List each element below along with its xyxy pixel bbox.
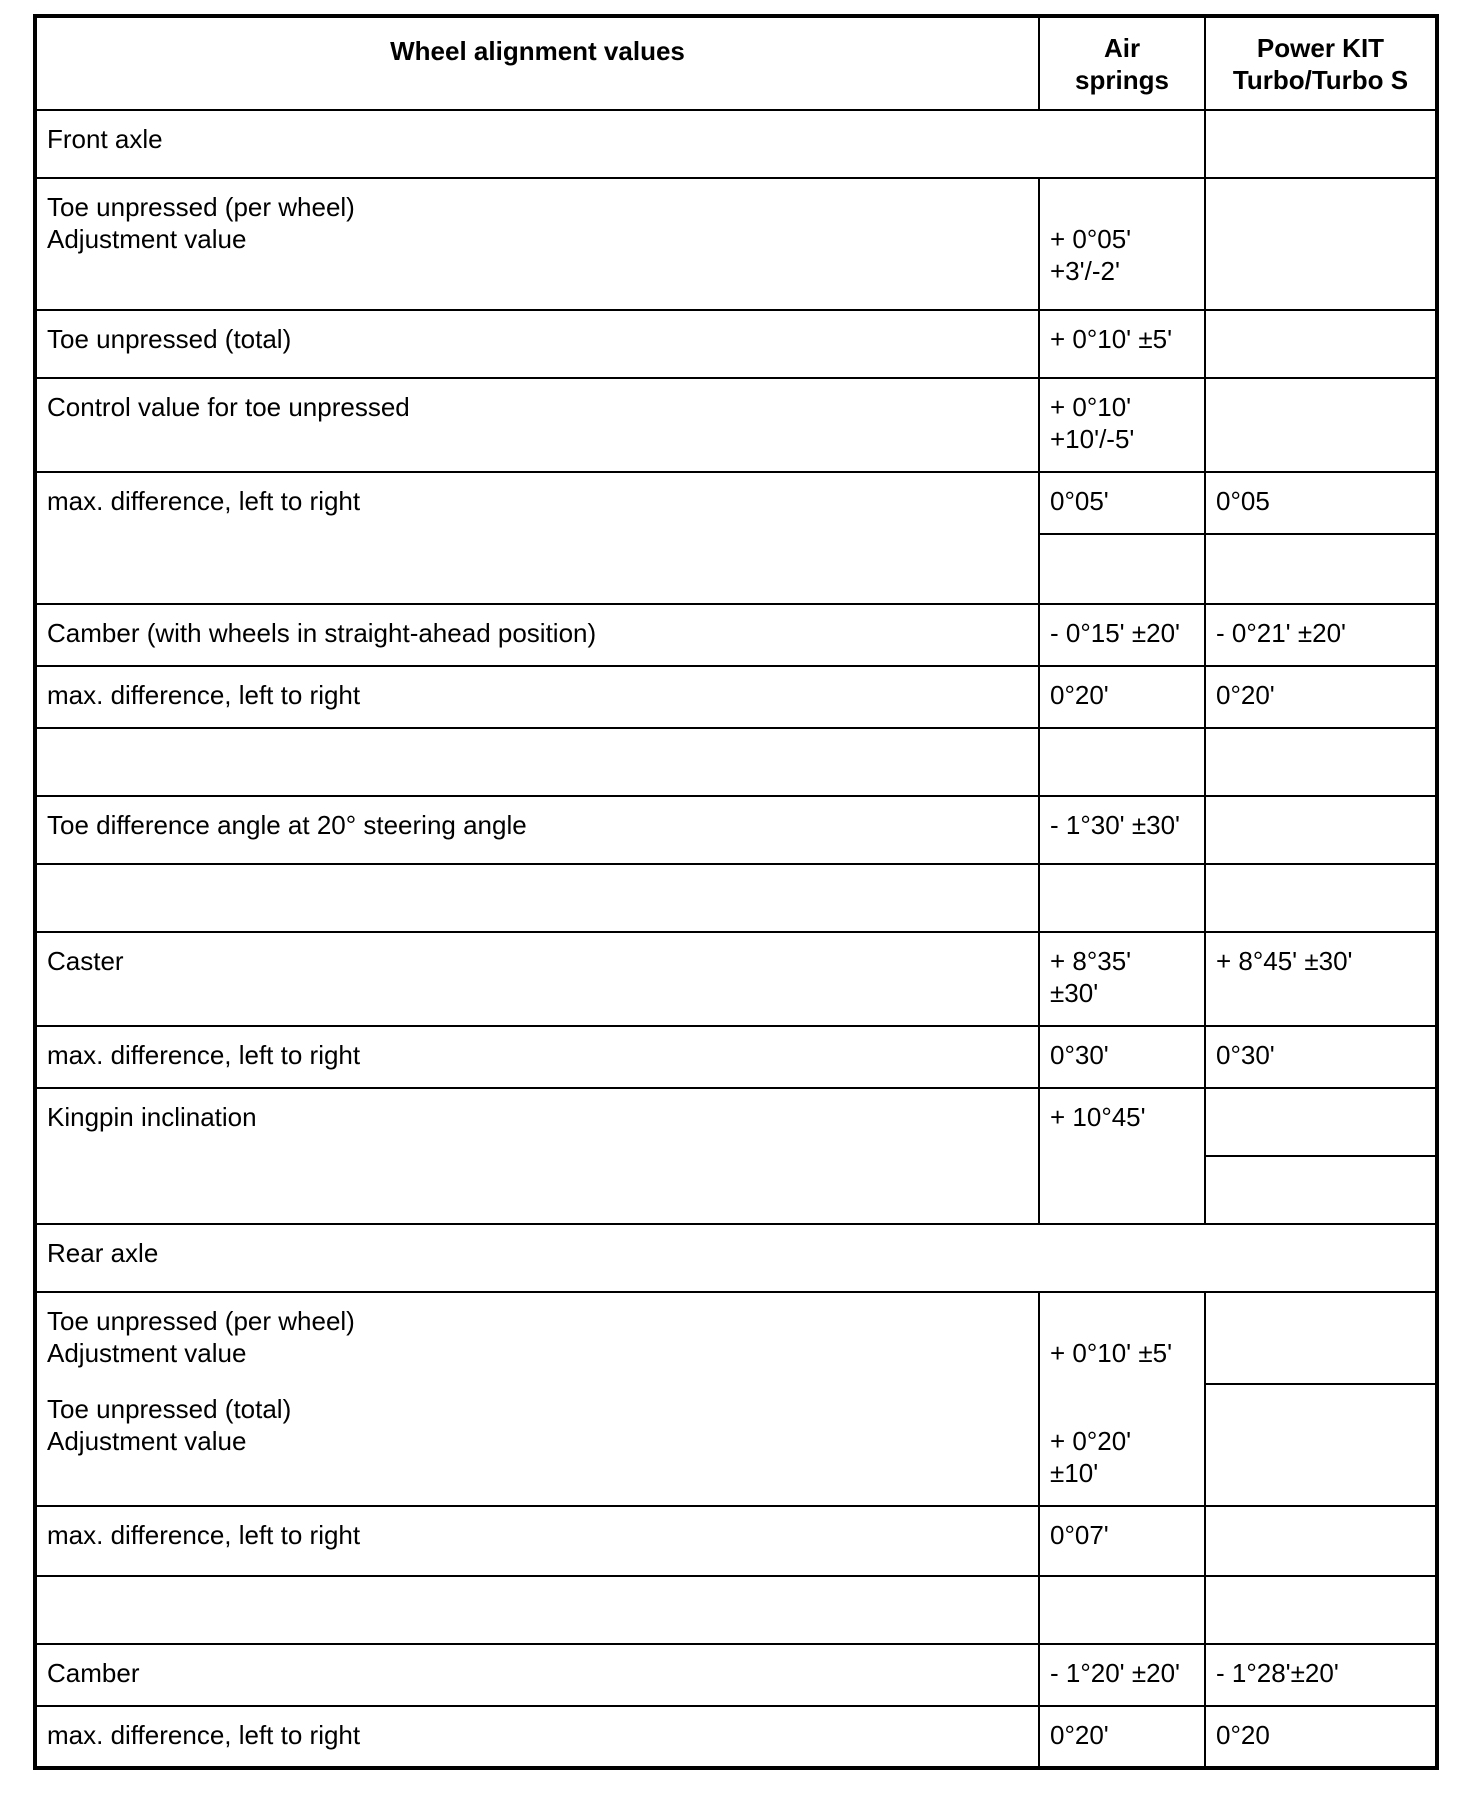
rear-toe-label-cell bbox=[35, 1292, 1039, 1506]
front-kingpin-kit-cell-2 bbox=[1205, 1156, 1437, 1224]
rear-toe-air-cell bbox=[1039, 1292, 1205, 1506]
front-axle-title: Front axle bbox=[47, 124, 163, 154]
front-camber-kit-cell bbox=[1205, 604, 1437, 666]
front-max-diff-1-label-cell bbox=[35, 472, 1039, 604]
front-max-diff-3-kit-cell bbox=[1205, 1026, 1437, 1088]
front-camber-row bbox=[35, 604, 1437, 666]
rear-camber-air-cell bbox=[1039, 1644, 1205, 1706]
header-values-label: Wheel alignment values bbox=[390, 35, 685, 66]
header-row bbox=[35, 16, 1437, 110]
rear-toe-total-label: Toe unpressed (total) bbox=[47, 1394, 292, 1424]
front-kingpin-label: Kingpin inclination bbox=[47, 1102, 257, 1132]
rear-max-diff-1-kit-cell bbox=[1205, 1506, 1437, 1576]
front-caster-label: Caster bbox=[47, 946, 124, 976]
rear-axle-title: Rear axle bbox=[47, 1238, 159, 1268]
front-axle-title-cell bbox=[35, 110, 1205, 178]
header-values-column bbox=[35, 16, 1039, 110]
front-toe-total-label: Toe unpressed (total) bbox=[47, 324, 292, 354]
front-max-diff-3-air-cell bbox=[1039, 1026, 1205, 1088]
front-control-toe-label: Control value for toe unpressed bbox=[47, 392, 410, 422]
header-air-line2: springs bbox=[1075, 64, 1169, 95]
front-camber-label-cell bbox=[35, 604, 1039, 666]
front-toe-per-wheel-label: Toe unpressed (per wheel) bbox=[47, 192, 355, 222]
front-max-diff-2-air-cell bbox=[1039, 666, 1205, 728]
front-toe-per-wheel-row bbox=[35, 178, 1437, 310]
front-camber-air-cell bbox=[1039, 604, 1205, 666]
front-toe-diff-angle-air: - 1°30' ±30' bbox=[1050, 810, 1180, 840]
empty-cell bbox=[35, 864, 1039, 932]
rear-max-diff-2-row bbox=[35, 1706, 1437, 1768]
front-max-diff-1-air: 0°05' bbox=[1050, 486, 1109, 516]
rear-toe-per-wheel-label: Toe unpressed (per wheel) bbox=[47, 1306, 355, 1336]
rear-toe-total-value-line2: ±10' bbox=[1050, 1458, 1099, 1488]
front-caster-air-line2: ±30' bbox=[1050, 978, 1099, 1008]
front-max-diff-3-kit: 0°30' bbox=[1216, 1040, 1275, 1070]
front-axle-kit-cell bbox=[1205, 110, 1437, 178]
empty-cell bbox=[35, 728, 1039, 796]
empty-cell bbox=[1039, 864, 1205, 932]
header-air-springs-column bbox=[1039, 16, 1205, 110]
front-caster-air-cell bbox=[1039, 932, 1205, 1026]
front-max-diff-1-row bbox=[35, 472, 1437, 534]
front-max-diff-2-row bbox=[35, 666, 1437, 728]
front-toe-total-row bbox=[35, 310, 1437, 378]
front-max-diff-2-kit: 0°20' bbox=[1216, 680, 1275, 710]
front-camber-label: Camber (with wheels in straight-ahead position) bbox=[47, 618, 597, 648]
front-toe-total-kit-cell bbox=[1205, 310, 1437, 378]
rear-max-diff-1-label: max. difference, left to right bbox=[47, 1520, 361, 1550]
header-kit-line2: Turbo/Turbo S bbox=[1232, 64, 1409, 95]
front-axle-row bbox=[35, 110, 1437, 178]
front-max-diff-1-kit-cell bbox=[1205, 472, 1437, 534]
front-toe-total-value: + 0°10' ±5' bbox=[1050, 324, 1173, 354]
rear-toe-kit-cell-2 bbox=[1205, 1384, 1437, 1506]
front-kingpin-kit-cell-1 bbox=[1205, 1088, 1437, 1156]
empty-cell bbox=[1039, 728, 1205, 796]
rear-camber-label-cell bbox=[35, 1644, 1039, 1706]
front-control-toe-kit-cell bbox=[1205, 378, 1437, 472]
front-max-diff-3-label-cell bbox=[35, 1026, 1039, 1088]
rear-max-diff-2-kit-cell bbox=[1205, 1706, 1437, 1768]
rear-camber-row bbox=[35, 1644, 1437, 1706]
front-kingpin-air: + 10°45' bbox=[1050, 1102, 1146, 1132]
front-max-diff-2-label-cell bbox=[35, 666, 1039, 728]
header-kit-line1: Power KIT bbox=[1256, 32, 1385, 63]
front-control-toe-label-cell bbox=[35, 378, 1039, 472]
empty-cell bbox=[1205, 864, 1437, 932]
rear-max-diff-1-row bbox=[35, 1506, 1437, 1576]
front-toe-diff-angle-row bbox=[35, 796, 1437, 864]
front-toe-per-wheel-air-cell bbox=[1039, 178, 1205, 310]
rear-toe-total-value-line1: + 0°20' bbox=[1050, 1426, 1132, 1456]
front-toe-diff-angle-kit-cell bbox=[1205, 796, 1437, 864]
front-control-toe-row bbox=[35, 378, 1437, 472]
rear-camber-air: - 1°20' ±20' bbox=[1050, 1658, 1180, 1688]
front-max-diff-3-label: max. difference, left to right bbox=[47, 1040, 361, 1070]
empty-cell bbox=[1205, 728, 1437, 796]
rear-empty-row bbox=[35, 1576, 1437, 1644]
rear-toe-per-wheel-adj-label: Adjustment value bbox=[47, 1338, 247, 1368]
front-toe-per-wheel-kit-cell bbox=[1205, 178, 1437, 310]
rear-max-diff-2-air-cell bbox=[1039, 1706, 1205, 1768]
front-camber-kit: - 0°21' ±20' bbox=[1216, 618, 1346, 648]
front-max-diff-1-air-cell bbox=[1039, 472, 1205, 534]
front-max-diff-2-air: 0°20' bbox=[1050, 680, 1109, 710]
rear-max-diff-1-air-cell bbox=[1039, 1506, 1205, 1576]
rear-max-diff-2-air: 0°20' bbox=[1050, 1720, 1109, 1750]
wheel-alignment-table bbox=[33, 14, 1439, 1770]
front-max-diff-3-row bbox=[35, 1026, 1437, 1088]
front-max-diff-1-air-empty bbox=[1039, 534, 1205, 604]
rear-camber-kit-cell bbox=[1205, 1644, 1437, 1706]
front-kingpin-air-cell bbox=[1039, 1088, 1205, 1224]
front-toe-per-wheel-adj-label: Adjustment value bbox=[47, 224, 247, 254]
front-kingpin-label-cell bbox=[35, 1088, 1039, 1224]
front-control-toe-air-cell bbox=[1039, 378, 1205, 472]
rear-toe-total-adj-label: Adjustment value bbox=[47, 1426, 247, 1456]
rear-toe-row bbox=[35, 1292, 1437, 1384]
rear-camber-kit: - 1°28'±20' bbox=[1216, 1658, 1339, 1688]
empty-cell bbox=[35, 1576, 1039, 1644]
front-toe-per-wheel-label-cell bbox=[35, 178, 1039, 310]
front-caster-kit-cell bbox=[1205, 932, 1437, 1026]
front-kingpin-row bbox=[35, 1088, 1437, 1156]
front-toe-per-wheel-value-line1: + 0°05' bbox=[1050, 224, 1132, 254]
front-max-diff-2-kit-cell bbox=[1205, 666, 1437, 728]
front-toe-total-air-cell bbox=[1039, 310, 1205, 378]
front-control-toe-value-line1: + 0°10' bbox=[1050, 392, 1132, 422]
header-air-line1: Air bbox=[1103, 32, 1141, 63]
rear-max-diff-2-kit: 0°20 bbox=[1216, 1720, 1270, 1750]
front-toe-per-wheel-value-line2: +3'/-2' bbox=[1050, 256, 1120, 286]
front-toe-total-label-cell bbox=[35, 310, 1039, 378]
front-empty-row-1 bbox=[35, 728, 1437, 796]
front-camber-air: - 0°15' ±20' bbox=[1050, 618, 1180, 648]
empty-cell bbox=[1205, 1576, 1437, 1644]
rear-max-diff-1-air: 0°07' bbox=[1050, 1520, 1109, 1550]
front-max-diff-1-kit: 0°05 bbox=[1216, 486, 1270, 516]
front-max-diff-3-air: 0°30' bbox=[1050, 1040, 1109, 1070]
rear-toe-kit-cell-1 bbox=[1205, 1292, 1437, 1384]
front-empty-row-2 bbox=[35, 864, 1437, 932]
front-toe-diff-angle-air-cell bbox=[1039, 796, 1205, 864]
front-caster-air-line1: + 8°35' bbox=[1050, 946, 1132, 976]
front-toe-diff-angle-label-cell bbox=[35, 796, 1039, 864]
rear-toe-per-wheel-value: + 0°10' ±5' bbox=[1050, 1338, 1173, 1368]
rear-axle-title-cell bbox=[35, 1224, 1437, 1292]
empty-cell bbox=[1039, 1576, 1205, 1644]
front-caster-label-cell bbox=[35, 932, 1039, 1026]
front-max-diff-1-kit-empty bbox=[1205, 534, 1437, 604]
rear-max-diff-2-label: max. difference, left to right bbox=[47, 1720, 361, 1750]
front-caster-kit: + 8°45' ±30' bbox=[1216, 946, 1353, 976]
rear-axle-row bbox=[35, 1224, 1437, 1292]
front-toe-diff-angle-label: Toe difference angle at 20° steering angle bbox=[47, 810, 527, 840]
front-control-toe-value-line2: +10'/-5' bbox=[1050, 424, 1135, 454]
rear-max-diff-1-label-cell bbox=[35, 1506, 1039, 1576]
header-power-kit-column bbox=[1205, 16, 1437, 110]
front-caster-row bbox=[35, 932, 1437, 1026]
front-max-diff-1-label: max. difference, left to right bbox=[47, 486, 361, 516]
rear-camber-label: Camber bbox=[47, 1658, 140, 1688]
front-max-diff-2-label: max. difference, left to right bbox=[47, 680, 361, 710]
rear-max-diff-2-label-cell bbox=[35, 1706, 1039, 1768]
